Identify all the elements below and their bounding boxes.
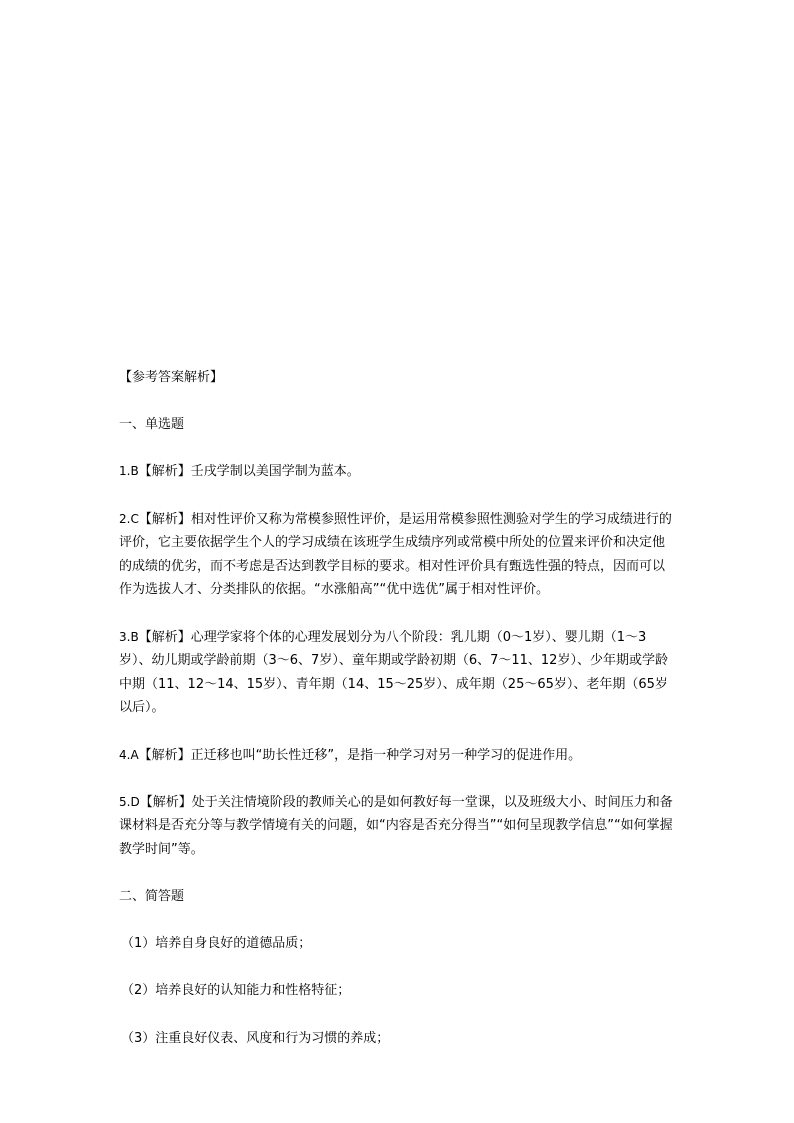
answer-number: 2.C — [119, 511, 139, 526]
answer-text: 【解析】处于关注情境阶段的教师关心的是如何教好每一堂课，以及班级大小、时间压力和备课材料是否充分等与教学情境有关的问题，如“内容是否充分得当”“如何呈现教学信息”“如何掌握教学时间”等。 — [119, 794, 673, 857]
section-heading-single-choice: 一、单选题 — [119, 417, 185, 433]
short-answer-point-2: （2）培养良好的认知能力和性格特征； — [121, 983, 351, 999]
answer-number: 4.A — [119, 747, 139, 762]
section-heading-short-answer: 二、简答题 — [119, 889, 185, 905]
answer-item-2 — [119, 508, 677, 602]
short-answer-point-3: （3）注重良好仪表、风度和行为习惯的养成； — [121, 1030, 390, 1046]
answer-text: 【解析】壬戌学制以美国学制为蓝本。 — [138, 464, 360, 480]
answer-text: 【解析】心理学家将个体的心理发展划分为八个阶段：乳儿期（0～1岁）、婴儿期（1～3岁）、幼儿期或学龄前期（3～6、7岁）、童年期或学龄初期（6、7～11、12岁）、少年期或学龄中期（11、12～14、15岁）、青年期（14、15～25岁）、成年期（25～65岁）、老年期（65岁以后）。 — [119, 629, 668, 716]
answer-number: 5.D — [119, 794, 140, 809]
answer-item-1 — [119, 460, 677, 484]
answer-item-4 — [119, 744, 677, 768]
page-title: 【参考答案解析】 — [119, 370, 224, 385]
short-answer-point-1: （1）培养自身良好的道德品质； — [121, 936, 312, 952]
answer-item-5 — [119, 791, 677, 862]
answer-text: 【解析】相对性评价又称为常模参照性评价，是运用常模参照性测验对学生的学习成绩进行的评价，它主要依据学生个人的学习成绩在该班学生成绩序列或常模中所处的位置来评价和决定他的成绩的优劣，而不考虑是否达到教学目标的要求。相对性评价具有甄选性强的特点，因而可以作为选拔人才、分类排队的依据。“水涨船高”“优中选优”属于相对性评价。 — [119, 511, 672, 598]
answer-document — [119, 366, 677, 1074]
answer-item-3 — [119, 626, 677, 720]
answer-text: 【解析】正迁移也叫“助长性迁移”，是指一种学习对另一种学习的促进作用。 — [138, 747, 582, 763]
answer-number: 3.B — [119, 629, 139, 644]
answer-number: 1.B — [119, 464, 139, 479]
